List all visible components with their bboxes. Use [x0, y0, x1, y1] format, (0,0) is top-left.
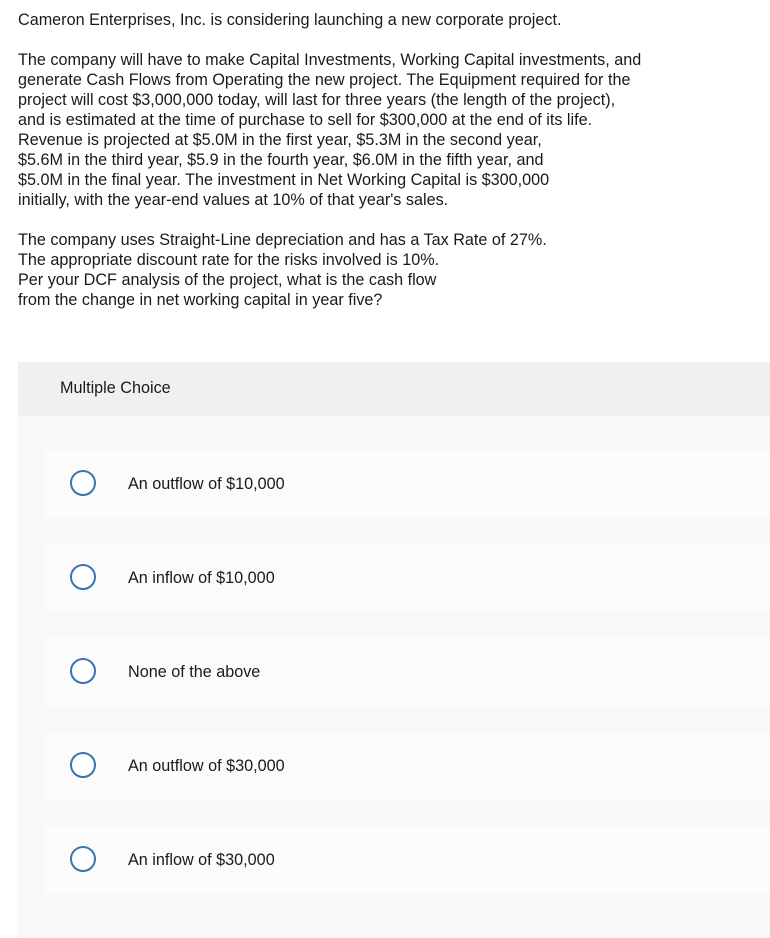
answer-option-label[interactable]: An inflow of $30,000 [128, 851, 275, 869]
question-text [18, 10, 758, 310]
question-line: Revenue is projected at $5.0M in the first year, $5.3M in the second year, [18, 131, 542, 149]
question-line: The company will have to make Capital Investments, Working Capital investments, and [18, 51, 642, 69]
radio-button[interactable] [70, 752, 96, 778]
multiple-choice-panel [18, 362, 770, 938]
answer-option-2[interactable] [44, 544, 770, 612]
answer-option-label[interactable]: An inflow of $10,000 [128, 569, 275, 587]
radio-button[interactable] [70, 658, 96, 684]
question-line: $5.0M in the final year. The investment in Net Working Capital is $300,000 [18, 171, 550, 189]
radio-button[interactable] [70, 846, 96, 872]
question-paragraph-1 [18, 50, 758, 210]
question-line: $5.6M in the third year, $5.9 in the fourth year, $6.0M in the fifth year, and [18, 151, 544, 169]
answer-option-label[interactable]: An outflow of $10,000 [128, 475, 285, 493]
multiple-choice-title: Multiple Choice [60, 379, 171, 397]
question-paragraph-2 [18, 230, 758, 310]
question-intro: Cameron Enterprises, Inc. is considering launching a new corporate project. [18, 11, 562, 29]
answer-option-label[interactable]: An outflow of $30,000 [128, 757, 285, 775]
question-line: initially, with the year-end values at 10% of that year's sales. [18, 191, 449, 209]
answer-option-3[interactable] [44, 638, 770, 706]
question-line: project will cost $3,000,000 today, will last for three years (the length of the project), [18, 91, 616, 109]
question-line: The appropriate discount rate for the risks involved is 10%. [18, 251, 440, 269]
answer-option-4[interactable] [44, 732, 770, 800]
answer-option-label[interactable]: None of the above [128, 663, 261, 681]
question-line: generate Cash Flows from Operating the new project. The Equipment required for the [18, 71, 631, 89]
answer-option-5[interactable] [44, 826, 770, 894]
question-line: and is estimated at the time of purchase to sell for $300,000 at the end of its life. [18, 111, 593, 129]
radio-button[interactable] [70, 564, 96, 590]
answer-option-1[interactable] [44, 450, 770, 518]
question-line: The company uses Straight-Line depreciation and has a Tax Rate of 27%. [18, 231, 547, 249]
question-line: Per your DCF analysis of the project, what is the cash flow [18, 271, 437, 289]
multiple-choice-header [18, 362, 770, 416]
question-line: from the change in net working capital in year five? [18, 291, 383, 309]
radio-button[interactable] [70, 470, 96, 496]
